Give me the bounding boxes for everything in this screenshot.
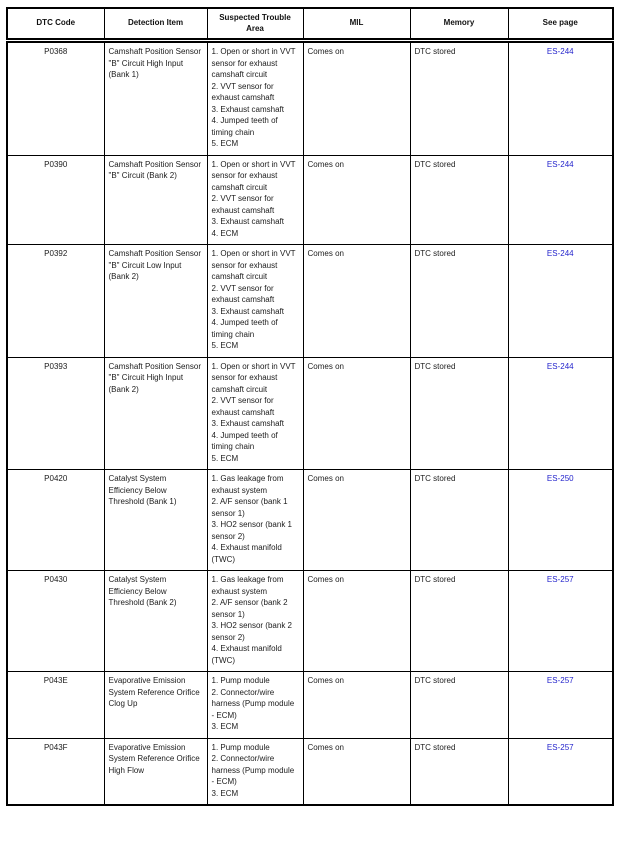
trouble-area-item: 3. Exhaust camshaft bbox=[211, 217, 284, 226]
table-row bbox=[7, 41, 613, 156]
mil-cell: Comes on bbox=[303, 41, 410, 156]
dtc-code-cell: P0392 bbox=[7, 245, 104, 358]
trouble-area-item: 2. VVT sensor for exhaust camshaft bbox=[211, 283, 275, 304]
dtc-table-body bbox=[7, 41, 613, 806]
detection-item-cell: Catalyst System Efficiency Below Threshold (Bank 2) bbox=[104, 571, 207, 672]
trouble-area-cell bbox=[207, 738, 303, 805]
trouble-area-item: 1. Pump module bbox=[211, 676, 270, 685]
header-detection-item: Detection Item bbox=[104, 8, 207, 41]
trouble-area-item: 1. Pump module bbox=[211, 742, 270, 752]
trouble-area-item: 3. Exhaust camshaft bbox=[211, 306, 284, 316]
trouble-area-item: 4. Jumped teeth of timing chain bbox=[211, 116, 278, 137]
trouble-area-item: 3. Exhaust camshaft bbox=[211, 104, 284, 114]
trouble-area-item: 5. ECM bbox=[211, 341, 239, 350]
table-row bbox=[7, 357, 613, 470]
dtc-code-cell: P0420 bbox=[7, 470, 104, 571]
dtc-code-cell: P043F bbox=[7, 738, 104, 805]
trouble-area-item: 3. HO2 sensor (bank 2 sensor 2) bbox=[211, 621, 292, 642]
trouble-area-item: 4. Jumped teeth of timing chain bbox=[211, 318, 278, 339]
memory-cell: DTC stored bbox=[410, 470, 508, 571]
table-row bbox=[7, 155, 613, 245]
see-page-cell bbox=[508, 571, 613, 672]
see-page-link[interactable]: ES-250 bbox=[546, 474, 574, 483]
trouble-area-item: 1. Open or short in VVT sensor for exhaust camshaft circuit bbox=[211, 47, 296, 79]
dtc-code-cell: P0390 bbox=[7, 155, 104, 245]
trouble-area-item: 5. ECM bbox=[211, 139, 239, 148]
trouble-area-cell bbox=[207, 672, 303, 739]
mil-cell: Comes on bbox=[303, 571, 410, 672]
trouble-area-item: 1. Open or short in VVT sensor for exhaust camshaft circuit bbox=[211, 159, 296, 192]
trouble-area-item: 1. Open or short in VVT sensor for exhaust camshaft circuit bbox=[211, 361, 296, 394]
table-row bbox=[7, 470, 613, 571]
trouble-area-item: 1. Gas leakage from exhaust system bbox=[211, 575, 284, 596]
see-page-cell bbox=[508, 245, 613, 358]
detection-item-cell: Evaporative Emission System Reference Orifice High Flow bbox=[104, 738, 207, 805]
mil-cell: Comes on bbox=[303, 672, 410, 739]
memory-cell: DTC stored bbox=[410, 155, 508, 245]
dtc-code-cell: P043E bbox=[7, 672, 104, 739]
see-page-link[interactable]: ES-244 bbox=[546, 47, 574, 56]
trouble-area-item: 4. ECM bbox=[211, 228, 239, 238]
detection-item-cell: Camshaft Position Sensor "B" Circuit High Input (Bank 1) bbox=[104, 41, 207, 156]
header-memory: Memory bbox=[410, 8, 508, 41]
detection-item-cell: Evaporative Emission System Reference Orifice Clog Up bbox=[104, 672, 207, 739]
mil-cell: Comes on bbox=[303, 470, 410, 571]
detection-item-cell: Camshaft Position Sensor "B" Circuit (Bank 2) bbox=[104, 155, 207, 245]
header-suspected-trouble-area: Suspected Trouble Area bbox=[207, 8, 303, 41]
see-page-link[interactable]: ES-244 bbox=[546, 361, 574, 371]
trouble-area-cell bbox=[207, 245, 303, 358]
trouble-area-item: 4. Exhaust manifold (TWC) bbox=[211, 644, 282, 665]
trouble-area-item: 3. ECM bbox=[211, 788, 239, 798]
table-row bbox=[7, 738, 613, 805]
memory-cell: DTC stored bbox=[410, 738, 508, 805]
trouble-area-item: 1. Gas leakage from exhaust system bbox=[211, 474, 284, 495]
see-page-cell bbox=[508, 672, 613, 739]
see-page-cell bbox=[508, 357, 613, 470]
memory-cell: DTC stored bbox=[410, 41, 508, 156]
header-dtc-code: DTC Code bbox=[7, 8, 104, 41]
dtc-code-cell: P0393 bbox=[7, 357, 104, 470]
detection-item-cell: Camshaft Position Sensor "B" Circuit Low Input (Bank 2) bbox=[104, 245, 207, 358]
trouble-area-item: 3. Exhaust camshaft bbox=[211, 419, 284, 428]
memory-cell: DTC stored bbox=[410, 245, 508, 358]
memory-cell: DTC stored bbox=[410, 571, 508, 672]
trouble-area-item: 5. ECM bbox=[211, 453, 239, 463]
see-page-cell bbox=[508, 155, 613, 245]
dtc-table bbox=[6, 7, 614, 806]
header-mil: MIL bbox=[303, 8, 410, 41]
header-row bbox=[7, 8, 613, 41]
table-row bbox=[7, 571, 613, 672]
trouble-area-item: 2. VVT sensor for exhaust camshaft bbox=[211, 396, 275, 417]
trouble-area-cell bbox=[207, 41, 303, 156]
header-see-page: See page bbox=[508, 8, 613, 41]
trouble-area-cell bbox=[207, 470, 303, 571]
see-page-cell bbox=[508, 41, 613, 156]
trouble-area-cell bbox=[207, 155, 303, 245]
dtc-code-cell: P0430 bbox=[7, 571, 104, 672]
see-page-link[interactable]: ES-257 bbox=[546, 575, 574, 584]
trouble-area-item: 2. VVT sensor for exhaust camshaft bbox=[211, 81, 275, 102]
trouble-area-item: 2. A/F sensor (bank 2 sensor 1) bbox=[211, 598, 288, 619]
trouble-area-item: 2. A/F sensor (bank 1 sensor 1) bbox=[211, 497, 288, 518]
see-page-link[interactable]: ES-244 bbox=[546, 249, 574, 258]
trouble-area-item: 2. Connector/wire harness (Pump module - ECM) bbox=[211, 687, 295, 720]
table-row bbox=[7, 672, 613, 739]
see-page-link[interactable]: ES-244 bbox=[546, 159, 574, 169]
detection-item-cell: Camshaft Position Sensor "B" Circuit High Input (Bank 2) bbox=[104, 357, 207, 470]
trouble-area-item: 4. Exhaust manifold (TWC) bbox=[211, 543, 282, 564]
see-page-cell bbox=[508, 470, 613, 571]
memory-cell: DTC stored bbox=[410, 672, 508, 739]
mil-cell: Comes on bbox=[303, 738, 410, 805]
trouble-area-item: 4. Jumped teeth of timing chain bbox=[211, 430, 278, 451]
memory-cell: DTC stored bbox=[410, 357, 508, 470]
trouble-area-item: 1. Open or short in VVT sensor for exhaust camshaft circuit bbox=[211, 249, 296, 281]
table-row bbox=[7, 245, 613, 358]
detection-item-cell: Catalyst System Efficiency Below Threshold (Bank 1) bbox=[104, 470, 207, 571]
trouble-area-item: 3. ECM bbox=[211, 722, 239, 731]
see-page-cell bbox=[508, 738, 613, 805]
see-page-link[interactable]: ES-257 bbox=[546, 676, 574, 685]
dtc-code-cell: P0368 bbox=[7, 41, 104, 156]
trouble-area-item: 3. HO2 sensor (bank 1 sensor 2) bbox=[211, 520, 292, 541]
trouble-area-cell bbox=[207, 357, 303, 470]
see-page-link[interactable]: ES-257 bbox=[546, 742, 574, 752]
dtc-table-header bbox=[7, 8, 613, 41]
trouble-area-item: 2. Connector/wire harness (Pump module - ECM) bbox=[211, 754, 295, 786]
mil-cell: Comes on bbox=[303, 245, 410, 358]
trouble-area-item: 2. VVT sensor for exhaust camshaft bbox=[211, 194, 275, 215]
mil-cell: Comes on bbox=[303, 155, 410, 245]
mil-cell: Comes on bbox=[303, 357, 410, 470]
trouble-area-cell bbox=[207, 571, 303, 672]
